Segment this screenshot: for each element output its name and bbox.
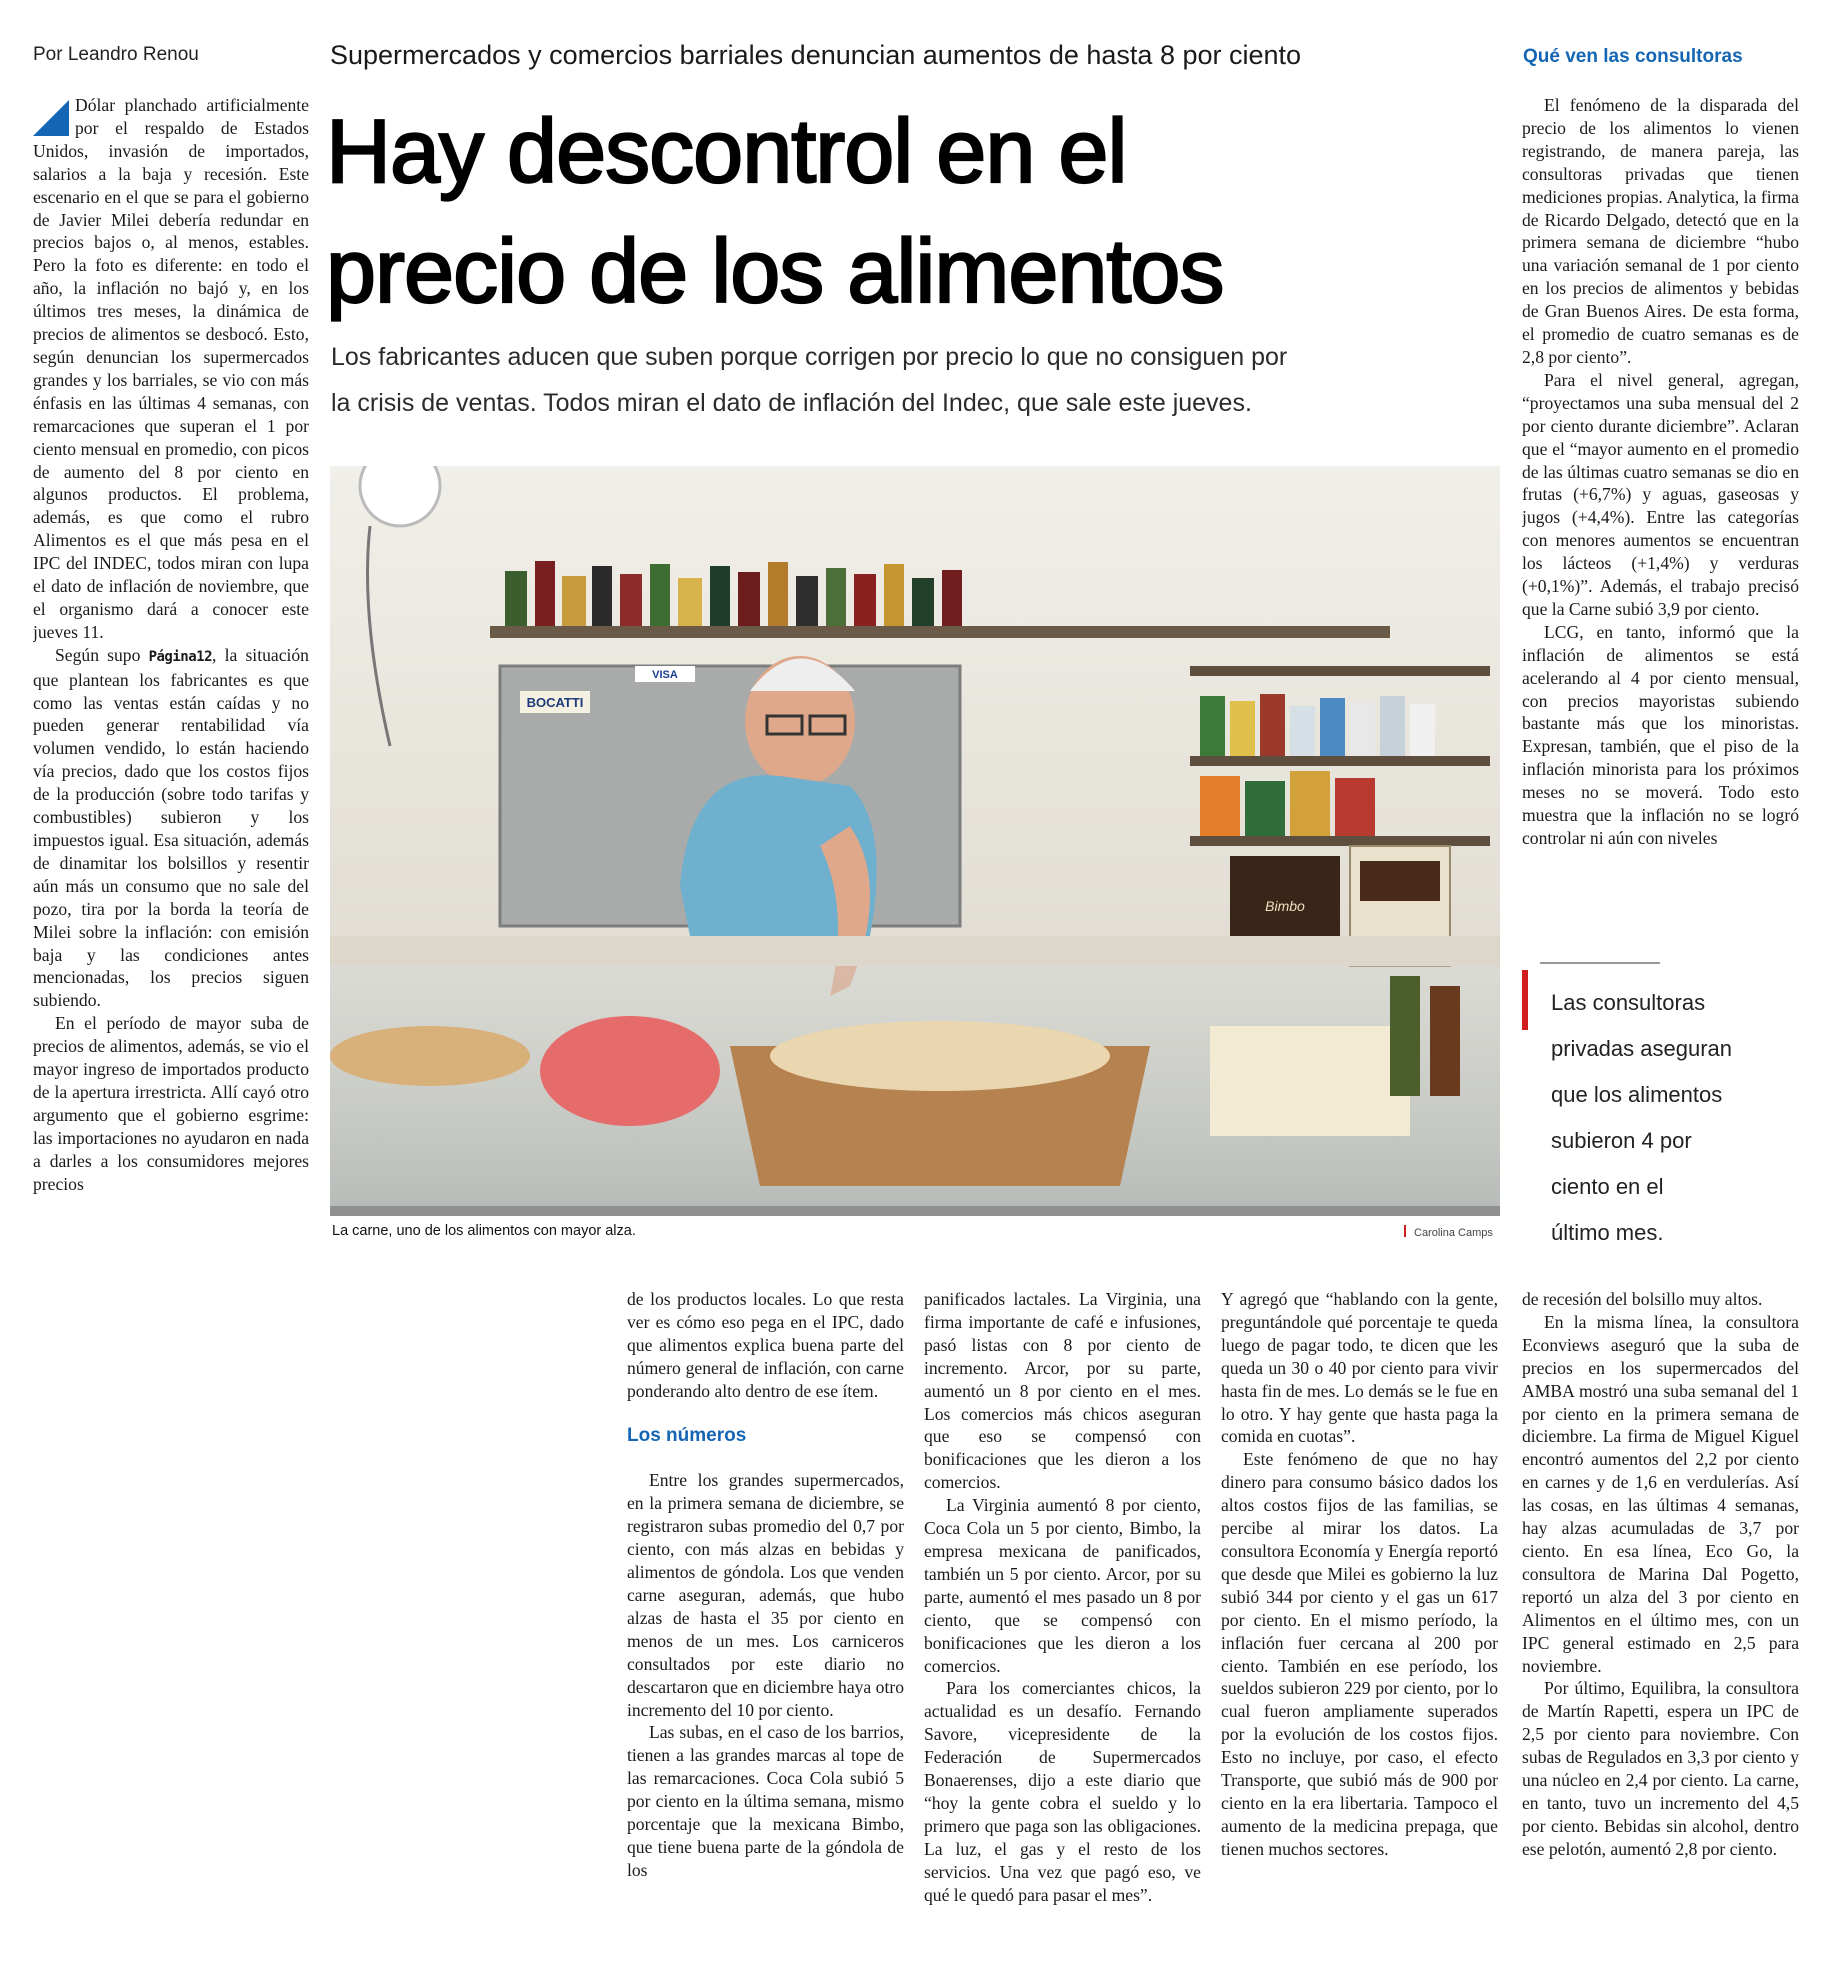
subtitle-line-2: la crisis de ventas. Todos miran el dato de inflación del Indec, que sale este jueves.	[331, 389, 1252, 417]
headline	[326, 92, 1406, 332]
column-3	[924, 1288, 1201, 1948]
pullquote-line: último mes.	[1551, 1220, 1664, 1245]
photo-credit: Carolina Camps	[1404, 1225, 1493, 1239]
store-photo-illustration	[330, 466, 1500, 1216]
column-4	[1221, 1288, 1498, 1948]
sidebar-paragraph-3: LCG, en tanto, informó que la inflación de alimentos se está acelerando al 4 por ciento mensual, con precios mayoristas subiendo bastante más que los minoristas. Expresan, también, que el piso de la inflación minorista para los próximos meses no se moverá. Todo esto muestra que la inflación no se logró controlar ni aún con niveles	[1522, 621, 1799, 848]
col5-paragraph-2: En la misma línea, la consultora Econviews aseguró que la suba de precios en los supermercados del AMBA mostró una suba semanal del 1 por ciento en la primera semana de diciembre. La firma de Miguel Kiguel encontró aumentos del 2,2 por ciento en carnes y de 1,6 en verdulerías. Así las cosas, en las últimas 4 semanas, hay alzas acumuladas de 3,7 por ciento. En esa línea, Eco Go, la consultora de Marina Dal Pogetto, reportó un alza del 3 por ciento en Alimentos en el último mes, con un IPC general estimado en 2,5 para noviembre.	[1522, 1311, 1799, 1676]
col4-paragraph-1: Y agregó que “hablando con la gente, preguntándole qué porcentaje te queda luego de pagar todo, te dicen que les queda un 30 o 40 por ciento para vivir hasta fin de mes. Lo demás se le fue en lo otro. Y hay gente que hasta paga la comida en cuotas”.	[1221, 1289, 1498, 1447]
bocatti-sign: BOCATTI	[526, 695, 584, 710]
byline: Por Leandro Renou	[33, 44, 199, 65]
column-5	[1522, 1288, 1799, 1948]
kicker: Supermercados y comercios barriales denuncian aumentos de hasta 8 por ciento	[330, 40, 1302, 70]
pullquote-line: subieron 4 por	[1551, 1128, 1692, 1153]
col2-paragraph-3: Las subas, en el caso de los barrios, tienen a las grandes marcas al tope de las remarcaciones. Coca Cola subió 5 por ciento en la última semana, mismo porcentaje que la mexicana Bimbo, que tiene buena parte de la góndola de los	[627, 1722, 904, 1880]
pullquote-line: que los alimentos	[1551, 1082, 1723, 1107]
pullquote-line: Las consultoras	[1551, 990, 1706, 1015]
col2-paragraph-1: de los productos locales. Lo que resta ver es cómo eso pega en el IPC, dado que alimentos explica buena parte del número general de inflación, con carne ponderando alto dentro de ese ítem.	[627, 1289, 904, 1401]
photo	[330, 466, 1500, 1216]
headline-line-1: Hay descontrol en el	[326, 102, 1127, 202]
drop-triangle-icon	[33, 100, 69, 136]
subtitle	[331, 334, 1416, 426]
sidebar-heading: Qué ven las consultoras	[1523, 46, 1743, 67]
visa-sign: VISA	[652, 669, 678, 681]
credit-bar	[1404, 1225, 1406, 1237]
pullquote	[1551, 980, 1791, 1256]
column-2	[627, 1288, 904, 1948]
col3-paragraph-1: panificados lactales. La Virginia, una firma importante de café e infusiones, pasó listas con 8 por ciento de incremento. Arcor, por su parte, aumentó un 8 por ciento en el mes. Los comercios más chicos aseguran que eso se compensó con bonificaciones que les dieron a los comercios.	[924, 1289, 1201, 1493]
subtitle-line-1: Los fabricantes aducen que suben porque corrigen por precio lo que no consiguen por	[331, 343, 1288, 371]
col5-paragraph-1: de recesión del bolsillo muy altos.	[1522, 1289, 1763, 1309]
bimbo-sign: Bimbo	[1265, 898, 1305, 914]
sidebar-paragraph-2: Para el nivel general, agregan, “proyectamos una suba mensual del 2 por ciento durante diciembre”. Aclaran que el “mayor aumento en el promedio de las últimas cuatro semanas se dio en frutas (+6,7%) y aguas, gaseosas y jugos (+4,4%). Entre las categorías con menores aumentos se encuentran los lácteos (+1,4%) y verduras (+0,1%)”. Además, el trabajo precisó que la Carne subió 3,9 por ciento.	[1522, 369, 1799, 619]
pullquote-line: privadas aseguran	[1551, 1036, 1733, 1061]
pullquote-line: ciento en el	[1551, 1174, 1664, 1199]
sidebar-paragraph-1: El fenómeno de la disparada del precio de los alimentos lo vienen registrando, de manera pareja, las consultoras privadas que tienen mediciones propias. Analytica, la firma de Ricardo Delgado, detectó que en la primera semana de diciembre “hubo una variación semanal de 1 por ciento en los precios de alimentos y bebidas de Gran Buenos Aires. De esta forma, el promedio de cuatro semanas es de 2,8 por ciento”.	[1522, 95, 1799, 367]
col5-paragraph-3: Por último, Equilibra, la consultora de Martín Rapetti, espera un IPC de 2,5 por ciento para noviembre. Con subas de Regulados en 3,3 por ciento y una núcleo en 2,4 por ciento. La carne, en tanto, tuvo un incremento del 4,5 por ciento. Bebidas sin alcohol, dentro ese pelotón, aumentó 2,8 por ciento.	[1522, 1678, 1799, 1859]
col4-paragraph-2: Este fenómeno de que no hay dinero para consumo básico dados los altos costos fijos de las familias, se percibe al mirar los datos. La consultora Economía y Energía reportó que desde que Milei es gobierno la luz subió 344 por ciento y el gas un 617 por ciento. En el mismo período, la inflación fuer cercana al 200 por ciento. También en ese período, los sueldos subieron 229 por ciento, por lo cual fueron ampliamente superados por la evolución de los costos fijos. Esto no incluye, por caso, el efecto Transporte, que subió más de 900 por ciento en la era libertaria. Tampoco el aumento de la medicina prepaga, que tienen muchos sectores.	[1221, 1449, 1498, 1859]
col2-paragraph-2: Entre los grandes supermercados, en la primera semana de diciembre, se registraron subas promedio del 0,7 por ciento, con más alzas en bebidas y alimentos de góndola. Los que venden carne aseguran, además, que hubo alzas de hasta el 35 por ciento en menos de un mes. Los carniceros consultados por este diario no descartaron que en diciembre haya otro incremento del 10 por ciento.	[627, 1470, 904, 1720]
left-paragraph-1: Dólar planchado artificialmente por el respaldo de Estados Unidos, invasión de importados, salarios a la baja y recesión. Este escenario en el que se para el gobierno de Javier Milei debería redundar en precios bajos o, al menos, estables. Pero la foto es diferente: en todo el año, la inflación no bajó y, en los últimos tres meses, la dinámica de precios de alimentos se desbocó. Esto, según denuncian los supermercados grandes y los barriales, se vio con más énfasis en las últimas 4 semanas, con remarcaciones que superan el 1 por ciento mensual en promedio, con picos de aumento del 8 por ciento en algunos productos. El problema, además, es que como el rubro Alimentos es el que más pesa en el IPC del INDEC, todos miran con lupa el dato de inflación de noviembre, que el organismo dará a conocer este jueves 11.	[33, 95, 309, 642]
pagina12-logo: Página12	[148, 648, 213, 665]
section-heading-los-numeros: Los números	[627, 1424, 747, 1446]
headline-line-2: precio de los alimentos	[326, 222, 1224, 322]
pullquote-bar	[1522, 970, 1528, 1030]
left-column	[33, 94, 309, 1244]
pullquote-rule	[1540, 962, 1660, 964]
left-paragraph-2: Según supo Página12, la situación que plantean los fabricantes es que como las ventas están caídas y no pueden generar rentabilidad vía volumen vendido, lo están haciendo vía precios, dado que los costos fijos de la producción (sobre todo tarifas y combustibles) subieron y los impuestos igual. Esa situación, además de dinamitar los bolsillos y resentir aún más un consumo que no sale del pozo, tira por la borda la teoría de Milei sobre la inflación: con emisión baja y las condiciones antes mencionadas, los precios siguen subiendo.	[33, 644, 309, 1011]
col3-paragraph-2: La Virginia aumentó 8 por ciento, Coca Cola un 5 por ciento, Bimbo, la empresa mexicana de panificados, también un 5 por ciento. Arcor, por su parte, aumentó el mes pasado un 8 por ciento, que se compensó con bonificaciones que les dieron a los comercios.	[924, 1495, 1201, 1676]
photo-caption: La carne, uno de los alimentos con mayor alza.	[332, 1223, 636, 1239]
col3-paragraph-3: Para los comerciantes chicos, la actualidad es un desafío. Fernando Savore, vicepresidente de la Federación de Supermercados Bonaerenses, dijo a este diario que “hoy la gente cobra el sueldo y lo primero que paga son las obligaciones. La luz, el gas y el resto de los servicios. Una vez que pagó eso, ve qué le quedó para pasar el mes”.	[924, 1678, 1201, 1905]
sidebar-column	[1522, 94, 1799, 926]
left-paragraph-3: En el período de mayor suba de precios de alimentos, además, se vio el mayor ingreso de importados producto de la apertura irrestricta. Allí cayó otro argumento que el gobierno esgrime: las importaciones no ayudaron en nada a darles a los consumidores mejores precios	[33, 1013, 309, 1194]
